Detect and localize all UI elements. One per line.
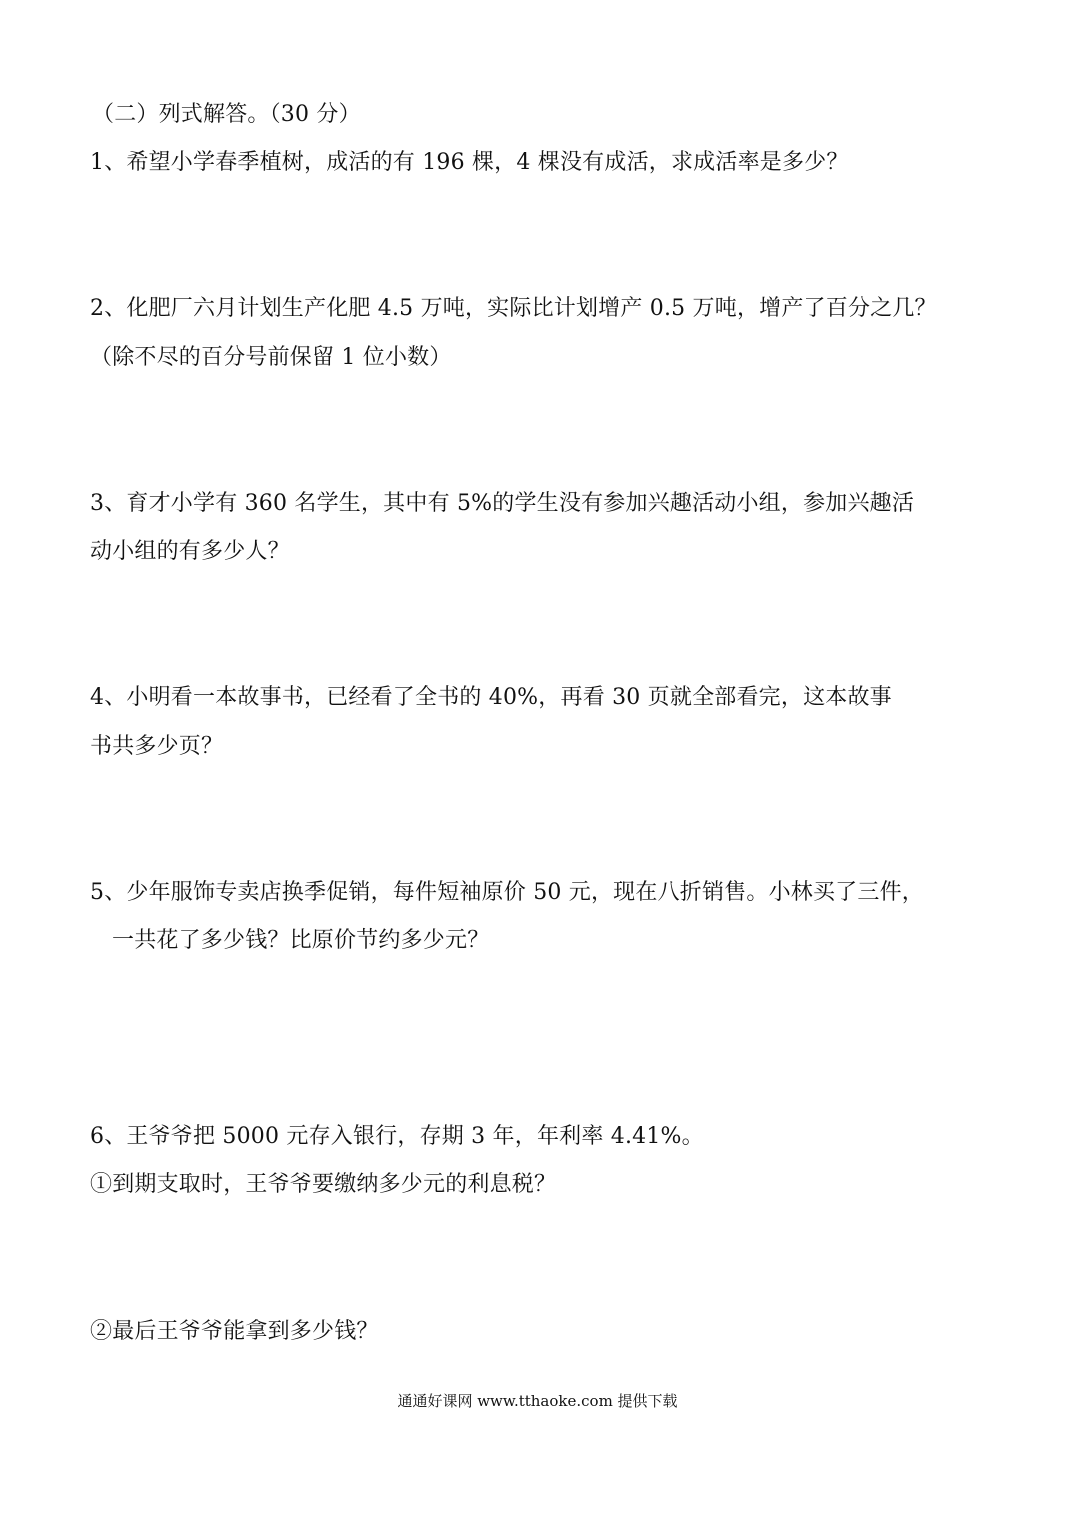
download-footer: 通通好课网 www.tthaoke.com 提供下载 (397, 1392, 678, 1410)
question-2-line-2: （除不尽的百分号前保留 1 位小数） (90, 345, 452, 370)
question-4-line-2: 书共多少页？ (90, 734, 224, 759)
question-5-line-2: 一共花了多少钱？比原价节约多少元？ (112, 928, 490, 953)
question-3-line-2: 动小组的有多少人？ (90, 539, 290, 564)
question-6-intro: 6、王爷爷把 5000 元存入银行，存期 3 年，年利率 4.41%。 (90, 1124, 704, 1149)
question-2-line-1: 2、化肥厂六月计划生产化肥 4.5 万吨，实际比计划增产 0.5 万吨，增产了百分之几？ (90, 296, 937, 321)
question-6-subquestion-2: ②最后王爷爷能拿到多少钱？ (90, 1319, 379, 1344)
section-title: （二）列式解答。（30 分） (92, 102, 361, 127)
question-5-line-1: 5、少年服饰专卖店换季促销，每件短袖原价 50 元，现在八折销售。小林买了三件， (90, 880, 924, 905)
question-1: 1、希望小学春季植树，成活的有 196 棵，4 棵没有成活，求成活率是多少？ (90, 150, 849, 175)
question-6-subquestion-1: ①到期支取时，王爷爷要缴纳多少元的利息税？ (90, 1172, 557, 1197)
question-4-line-1: 4、小明看一本故事书，已经看了全书的 40%，再看 30 页就全部看完，这本故事 (90, 685, 892, 710)
question-3-line-1: 3、育才小学有 360 名学生，其中有 5%的学生没有参加兴趣活动小组，参加兴趣活 (90, 491, 915, 516)
